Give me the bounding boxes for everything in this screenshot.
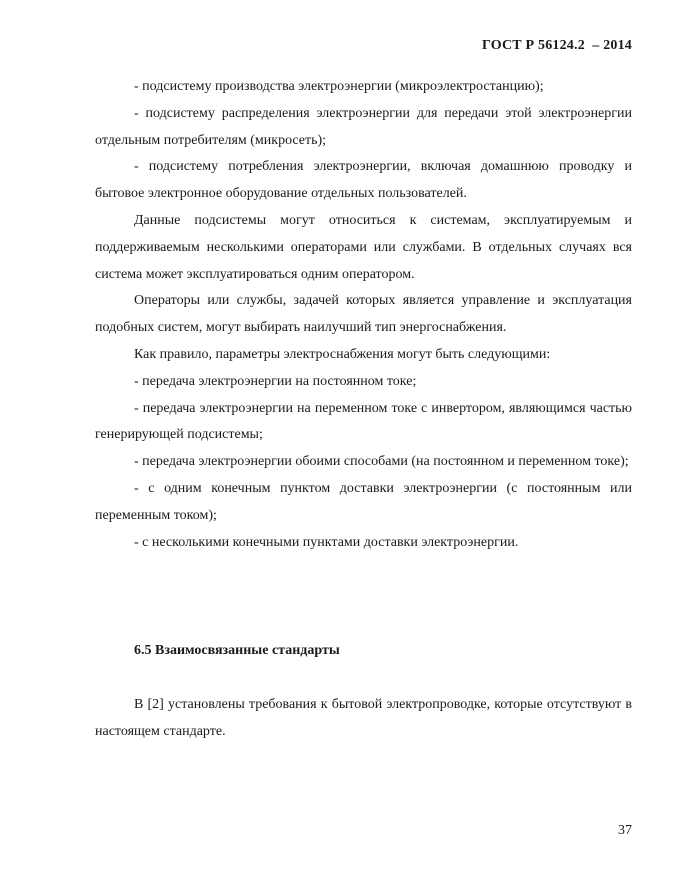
page-number: 37 xyxy=(618,823,632,838)
paragraph: Как правило, параметры электроснабжения могут быть следующими: xyxy=(134,346,551,362)
paragraph: - подсистему распределения электроэнергии для передачи этой электроэнергии отдельным потребителям (микросеть); xyxy=(95,105,632,148)
paragraph: - с несколькими конечными пунктами доставки электроэнергии. xyxy=(134,534,519,550)
paragraph: - подсистему потребления электроэнергии, включая домашнюю проводку и бытовое электронное оборудование отдельных пользователей. xyxy=(95,159,632,202)
paragraph: - передача электроэнергии на постоянном токе; xyxy=(134,373,417,389)
section-heading: 6.5 Взаимосвязанные стандарты xyxy=(134,643,340,658)
paragraph: - подсистему производства электроэнергии (микроэлектростанцию); xyxy=(134,79,544,94)
paragraph: - с одним конечным пунктом доставки электроэнергии (с постоянным или переменным током); xyxy=(95,480,632,523)
paragraph: В [2] установлены требования к бытовой электропроводке, которые отсутствуют в настоящем стандарте. xyxy=(95,697,632,739)
paragraph: Операторы или службы, задачей которых является управление и эксплуатация подобных систем, могут выбирать наилучший тип энергоснабжения. xyxy=(95,293,632,336)
paragraph: - передача электроэнергии обоими способами (на постоянном и переменном токе); xyxy=(134,454,629,470)
paragraph: - передача электроэнергии на переменном токе с инвертором, являющимся частью генерирующей подсистемы; xyxy=(95,400,632,443)
body-text xyxy=(95,74,632,556)
paragraph: Данные подсистемы могут относиться к системам, эксплуатируемым и поддерживаемым несколькими операторами или службами. В отдельных случаях вся система может эксплуатироваться одним оператором. xyxy=(95,212,632,282)
section-body xyxy=(95,692,632,746)
document-header: ГОСТ Р 56124.2 – 2014 xyxy=(481,38,632,53)
